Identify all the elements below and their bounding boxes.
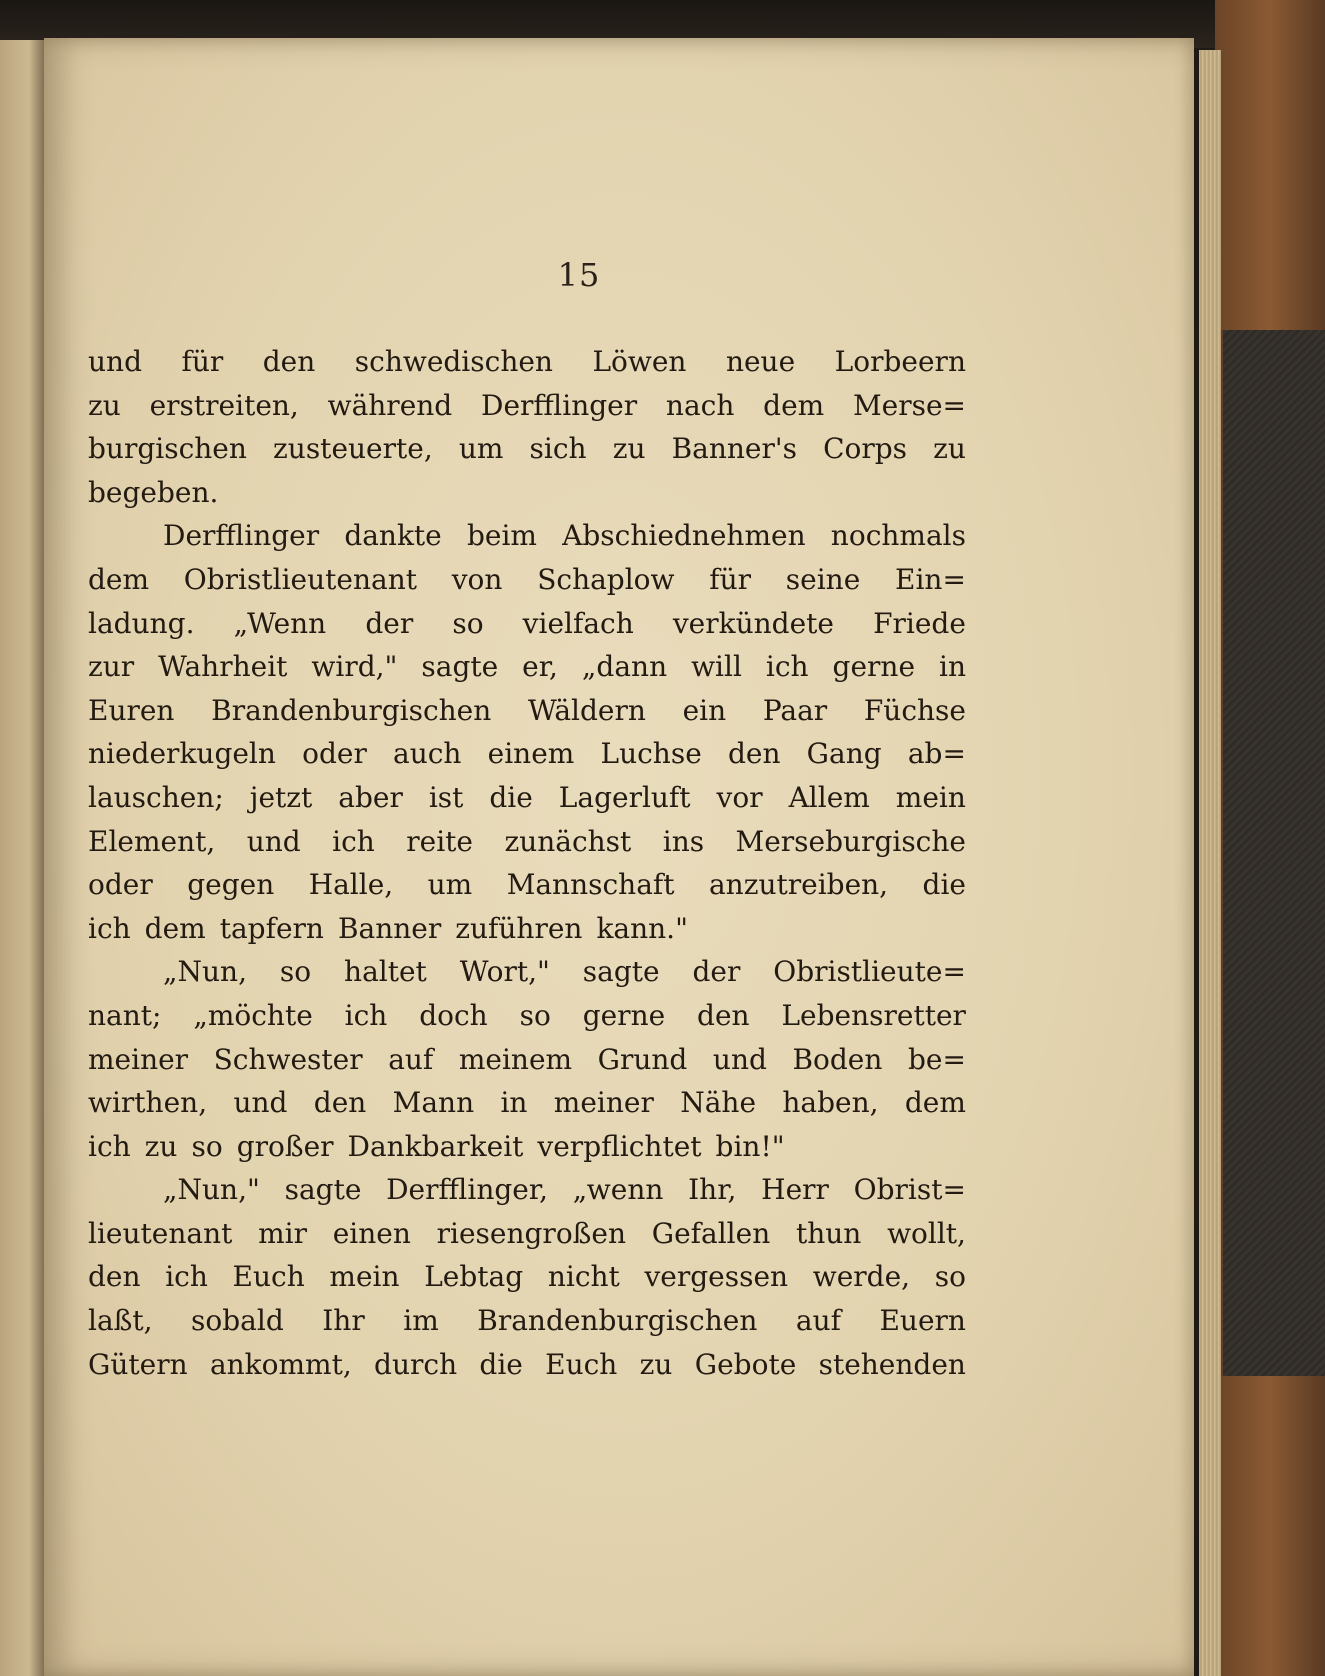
text-line: Element, und ich reite zunächst ins Merseburgische xyxy=(88,824,966,858)
cloth-binding xyxy=(1223,330,1325,1380)
text-line: lieutenant mir einen riesengroßen Gefallen thun wollt, xyxy=(88,1216,966,1250)
page-stack-edges xyxy=(1199,50,1221,1676)
text-line: laßt, sobald Ihr im Brandenburgischen auf Euern xyxy=(88,1304,966,1338)
book-cover-right xyxy=(1215,0,1325,1676)
text-line: wirthen, und den Mann in meiner Nähe haben, dem xyxy=(88,1086,966,1120)
text-line: nant; „möchte ich doch so gerne den Lebensretter xyxy=(88,998,966,1032)
text-line: ladung. „Wenn der so vielfach verkündete Friede xyxy=(88,606,966,640)
book-page xyxy=(44,38,1194,1676)
text-line: den ich Euch mein Lebtag nicht vergessen werde, so xyxy=(88,1260,966,1294)
text-line: burgischen zusteuerte, um sich zu Banner's Corps zu xyxy=(88,432,966,466)
text-line: Derfflinger dankte beim Abschiednehmen nochmals xyxy=(163,519,966,553)
text-line: „Nun," sagte Derfflinger, „wenn Ihr, Herr Obrist= xyxy=(163,1173,966,1207)
text-line: dem Obristlieutenant von Schaplow für seine Ein= xyxy=(88,562,966,596)
text-line: und für den schwedischen Löwen neue Lorbeern xyxy=(88,345,966,378)
text-line: begeben. xyxy=(88,475,219,509)
text-line: zur Wahrheit wird," sagte er, „dann will ich gerne in xyxy=(88,650,966,684)
text-line: lauschen; jetzt aber ist die Lagerluft vor Allem mein xyxy=(88,780,966,814)
leather-corner-bottom xyxy=(1215,1376,1325,1676)
text-line: „Nun, so haltet Wort," sagte der Obristlieute= xyxy=(163,955,966,989)
text-line: meiner Schwester auf meinem Grund und Boden be= xyxy=(88,1042,966,1076)
text-line: niederkugeln oder auch einem Luchse den Gang ab= xyxy=(88,737,966,771)
previous-page-edge xyxy=(0,40,48,1676)
page-number: 15 xyxy=(557,256,601,294)
text-line: oder gegen Halle, um Mannschaft anzutreiben, die xyxy=(88,868,966,902)
text-line: ich dem tapfern Banner zuführen kann." xyxy=(88,911,688,945)
text-line: Euren Brandenburgischen Wäldern ein Paar Füchse xyxy=(88,693,966,727)
page-text xyxy=(88,340,966,1386)
text-line: ich zu so großer Dankbarkeit verpflichtet bin!" xyxy=(88,1129,785,1163)
text-line: Gütern ankommt, durch die Euch zu Gebote stehenden xyxy=(88,1347,966,1381)
text-line: zu erstreiten, während Derfflinger nach dem Merse= xyxy=(88,388,966,422)
leather-corner-top xyxy=(1215,0,1325,330)
